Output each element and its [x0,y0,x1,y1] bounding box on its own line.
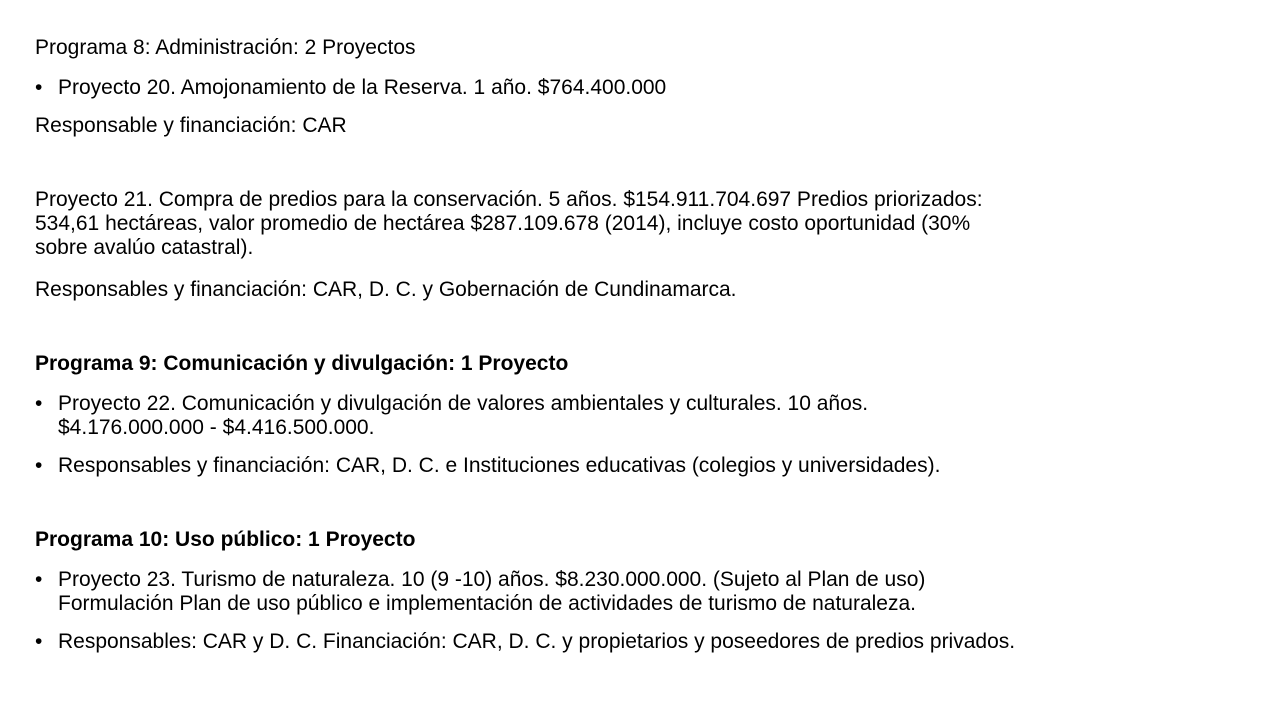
bullet-icon: • [35,454,43,477]
project-21-line-1: Proyecto 21. Compra de predios para la conservación. 5 años. $154.911.704.697 Predios priorizados: [35,188,983,211]
bullet-icon: • [35,392,43,415]
project-21-responsible: Responsables y financiación: CAR, D. C. y Gobernación de Cundinamarca. [35,278,737,301]
slide-content [35,0,1260,720]
project-22-responsible: Responsables y financiación: CAR, D. C. e Instituciones educativas (colegios y universidades). [58,454,941,477]
program-10-heading: Programa 10: Uso público: 1 Proyecto [35,528,416,551]
project-20-responsible: Responsable y financiación: CAR [35,114,347,137]
bullet-icon: • [35,568,43,591]
project-21-line-2: 534,61 hectáreas, valor promedio de hectárea $287.109.678 (2014), incluye costo oportunidad (30% [35,212,971,235]
bullet-icon: • [35,630,43,653]
project-23-responsible: Responsables: CAR y D. C. Financiación: CAR, D. C. y propietarios y poseedores de predios privados. [58,630,1016,653]
project-23-line-1: Proyecto 23. Turismo de naturaleza. 10 (9 -10) años. $8.230.000.000. (Sujeto al Plan de uso) [58,568,926,591]
bullet-icon: • [35,76,43,99]
project-23-line-2: Formulación Plan de uso público e implementación de actividades de turismo de naturaleza. [58,592,916,615]
project-20-text: Proyecto 20. Amojonamiento de la Reserva. 1 año. $764.400.000 [58,76,667,99]
project-22-line-2: $4.176.000.000 - $4.416.500.000. [58,416,375,439]
project-21-line-3: sobre avalúo catastral). [35,236,254,259]
project-22-line-1: Proyecto 22. Comunicación y divulgación de valores ambientales y culturales. 10 años. [58,392,869,415]
program-9-heading: Programa 9: Comunicación y divulgación: 1 Proyecto [35,352,569,375]
program-8-heading: Programa 8: Administración: 2 Proyectos [35,36,416,59]
